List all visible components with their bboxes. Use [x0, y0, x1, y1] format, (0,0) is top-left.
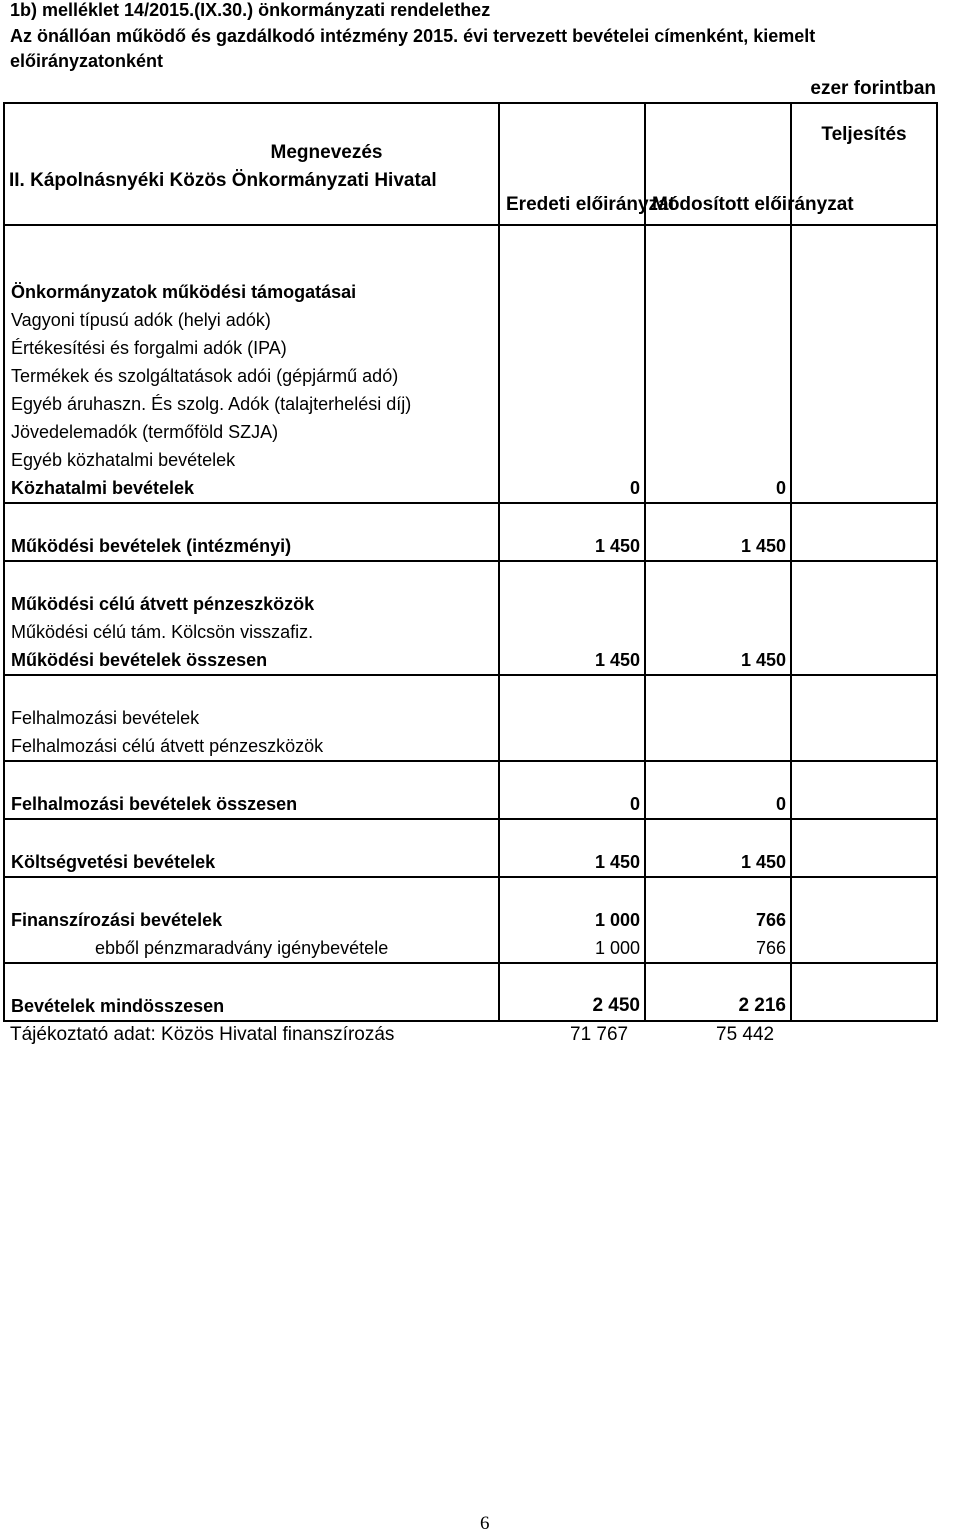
row-label: Vagyoni típusú adók (helyi adók)	[4, 306, 499, 334]
row-label: Értékesítési és forgalmi adók (IPA)	[4, 334, 499, 362]
info-modified: 75 442	[716, 1024, 775, 1045]
row-original	[499, 334, 645, 362]
row-actual	[791, 732, 937, 761]
row-modified: 1 450	[645, 532, 791, 561]
row-original	[499, 590, 645, 618]
table-row	[4, 390, 937, 418]
table-row	[4, 306, 937, 334]
spacer-row	[4, 503, 937, 532]
spacer-row	[4, 963, 937, 992]
spacer-row	[4, 561, 937, 590]
row-actual	[791, 446, 937, 474]
row-label: Felhalmozási bevételek	[4, 704, 499, 732]
row-modified	[645, 446, 791, 474]
row-label: Közhatalmi bevételek	[4, 474, 499, 503]
row-label: Finanszírozási bevételek	[4, 906, 499, 934]
table-row	[4, 906, 937, 934]
row-label: Működési célú átvett pénzeszközök	[4, 590, 499, 618]
header-line-1: 1b) melléklet 14/2015.(IX.30.) önkormányzati rendelethez	[10, 0, 491, 20]
row-modified: 1 450	[645, 848, 791, 877]
row-actual	[791, 334, 937, 362]
row-label: Egyéb áruhaszn. És szolg. Adók (talajterhelési díj)	[4, 390, 499, 418]
row-original	[499, 362, 645, 390]
row-original: 1 450	[499, 848, 645, 877]
table-row	[4, 790, 937, 819]
spacer-row	[4, 675, 937, 704]
row-actual	[791, 590, 937, 618]
row-original: 1 450	[499, 532, 645, 561]
spacer-row	[4, 252, 937, 278]
row-actual	[791, 362, 937, 390]
row-modified	[645, 278, 791, 306]
row-modified	[645, 390, 791, 418]
row-label: ebből pénzmaradvány igénybevétele	[4, 934, 499, 963]
table-row	[4, 362, 937, 390]
row-label: Költségvetési bevételek	[4, 848, 499, 877]
row-original: 1 000	[499, 906, 645, 934]
row-label: Termékek és szolgáltatások adói (gépjármű adó)	[4, 362, 499, 390]
table-row	[4, 934, 937, 963]
header-name-cell	[4, 103, 499, 225]
row-actual	[791, 532, 937, 561]
revenue-table	[3, 102, 938, 1022]
table-header-row	[4, 103, 937, 225]
table-row-total	[4, 992, 937, 1021]
table-row	[4, 532, 937, 561]
table-row	[4, 418, 937, 446]
row-label: Felhalmozási célú átvett pénzeszközök	[4, 732, 499, 761]
row-modified: 1 450	[645, 646, 791, 675]
table-row	[4, 646, 937, 675]
row-modified: 766	[645, 906, 791, 934]
row-modified	[645, 362, 791, 390]
header-line-3: előirányzatonként	[10, 51, 164, 71]
column-name-header: Megnevezés	[270, 142, 383, 163]
column-actual-header: Teljesítés	[791, 103, 937, 225]
table-row	[4, 446, 937, 474]
row-original	[499, 390, 645, 418]
table-row	[4, 732, 937, 761]
row-actual	[791, 306, 937, 334]
row-actual	[791, 848, 937, 877]
row-modified	[645, 590, 791, 618]
row-modified: 0	[645, 474, 791, 503]
row-original	[499, 704, 645, 732]
spacer-row	[4, 225, 937, 252]
row-actual	[791, 704, 937, 732]
spacer-row	[4, 877, 937, 906]
row-original: 1 000	[499, 934, 645, 963]
table-row	[4, 704, 937, 732]
table-row	[4, 474, 937, 503]
row-label: Felhalmozási bevételek összesen	[4, 790, 499, 819]
row-modified	[645, 732, 791, 761]
column-modified-header: Módosított előirányzat	[645, 103, 791, 225]
row-modified	[645, 618, 791, 646]
info-original: 71 767	[570, 1024, 629, 1045]
row-actual	[791, 418, 937, 446]
row-label: Egyéb közhatalmi bevételek	[4, 446, 499, 474]
page-number: 6	[480, 1513, 490, 1534]
row-actual	[791, 474, 937, 503]
table-row	[4, 618, 937, 646]
spacer-row	[4, 761, 937, 790]
row-modified	[645, 334, 791, 362]
info-label: Tájékoztató adat: Közös Hivatal finanszírozás	[10, 1024, 395, 1045]
institution-title: II. Kápolnásnyéki Közös Önkormányzati Hivatal	[9, 170, 437, 191]
row-label: Működési bevételek összesen	[4, 646, 499, 675]
row-label: Működési bevételek (intézményi)	[4, 532, 499, 561]
row-original	[499, 418, 645, 446]
row-modified	[645, 306, 791, 334]
table-row	[4, 590, 937, 618]
row-modified: 2 216	[645, 992, 791, 1021]
row-modified: 0	[645, 790, 791, 819]
row-original	[499, 306, 645, 334]
row-original	[499, 278, 645, 306]
row-actual	[791, 934, 937, 963]
row-original	[499, 618, 645, 646]
column-original-header: Eredeti előirányzat	[499, 103, 645, 225]
row-original: 0	[499, 474, 645, 503]
row-actual	[791, 992, 937, 1021]
row-actual	[791, 618, 937, 646]
row-original: 0	[499, 790, 645, 819]
row-modified	[645, 704, 791, 732]
row-modified: 766	[645, 934, 791, 963]
row-actual	[791, 390, 937, 418]
row-actual	[791, 646, 937, 675]
row-original	[499, 446, 645, 474]
header-line-2: Az önállóan működő és gazdálkodó intézmény 2015. évi tervezett bevételei címenként, kiemelt	[10, 26, 816, 46]
row-label: Működési célú tám. Kölcsön visszafiz.	[4, 618, 499, 646]
row-original: 1 450	[499, 646, 645, 675]
row-modified	[645, 418, 791, 446]
row-actual	[791, 278, 937, 306]
table-row	[4, 334, 937, 362]
row-actual	[791, 790, 937, 819]
unit-label: ezer forintban	[810, 78, 936, 99]
spacer-row	[4, 819, 937, 848]
row-label: Önkormányzatok működési támogatásai	[4, 278, 499, 306]
row-label: Bevételek mindösszesen	[4, 992, 499, 1021]
row-original	[499, 732, 645, 761]
row-label: Jövedelemadók (termőföld SZJA)	[4, 418, 499, 446]
row-original: 2 450	[499, 992, 645, 1021]
table-row	[4, 848, 937, 877]
row-actual	[791, 906, 937, 934]
table-row	[4, 278, 937, 306]
